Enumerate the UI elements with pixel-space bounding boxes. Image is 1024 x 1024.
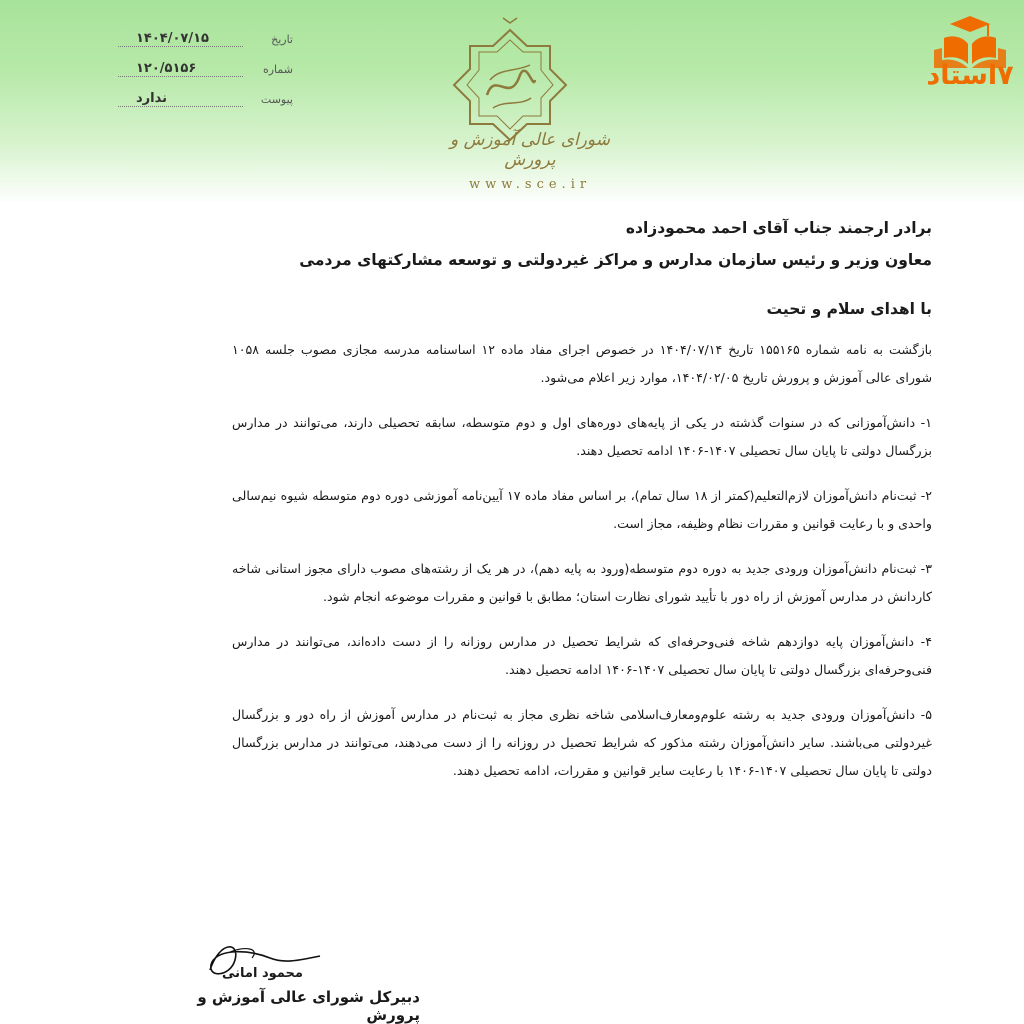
ostad-logo-icon <box>924 10 1016 106</box>
recipient-line-2: معاون وزیر و رئیس سازمان مدارس و مراکز غیردولتی و توسعه مشارکتهای مردمی <box>299 251 932 269</box>
letter-body <box>232 212 932 802</box>
attachment-value: ندارد <box>118 91 243 107</box>
signatory-title: دبیرکل شورای عالی آموزش و پرورش <box>197 988 420 1024</box>
date-label: تاریخ <box>271 32 293 46</box>
number-value: ۱۲۰/۵۱۵۶ <box>118 61 243 77</box>
number-row <box>118 54 293 84</box>
paragraph-item-1: ۱- دانش‌آموزانی که در سنوات گذشته در یکی از پایه‌های دوره‌های اول و دوم متوسطه، سابقه تحصیلی دارند، می‌توانند در مدارس بزرگسال دولتی تا پایان سال تحصیلی ۱۴۰۷-۱۴۰۶ ادامه تحصیل دهند. <box>232 415 932 458</box>
greeting: با اهدای سلام و تحیت <box>766 300 932 318</box>
paragraph-item-4: ۴- دانش‌آموزان پایه دوازدهم شاخه فنی‌وحرفه‌ای که شرایط تحصیل در مدارس روزانه را از دست داده‌اند، می‌توانند در مدارس فنی‌وحرفه‌ای بزرگسال دولتی تا پایان سال تحصیلی ۱۴۰۷-۱۴۰۶ ادامه تحصیل دهند. <box>232 634 932 677</box>
paragraph-item-3: ۳- ثبت‌نام دانش‌آموزان ورودی جدید به دوره دوم متوسطه(ورود به پایه دهم)، در هر یک از رشته‌های مصوب دارای مجوز استانی شاخه کاردانش در مدارس آموزش از راه دور با تأیید شورای نظارت استان؛ مطابق با قوانین و مقررات موضوعه انجام شود. <box>232 561 932 604</box>
paragraph-item-5: ۵- دانش‌آموزان ورودی جدید به رشته علوم‌ومعارف‌اسلامی شاخه نظری مجاز به ثبت‌نام در مدارس آموزش از راه دور و بزرگسال غیردولتی می‌باشند. سایر دانش‌آموزان رشته مذکور که شرایط تحصیل در روزانه را از دست می‌دهند، می‌توانند در مدارس بزرگسال دولتی تا پایان سال تحصیلی ۱۴۰۷-۱۴۰۶ با رعایت سایر قوانین و مقررات، ادامه تحصیل دهند. <box>232 707 932 778</box>
paragraph-item-2: ۲- ثبت‌نام دانش‌آموزان لازم‌التعلیم(کمتر از ۱۸ سال تمام)، بر اساس مفاد ماده ۱۷ آیین‌نامه آموزشی دوره دوم متوسطه شیوه نیم‌سالی واحدی و با رعایت قوانین و مقررات نظام وظیفه، مجاز است. <box>232 488 933 531</box>
date-value: ۱۴۰۴/۰۷/۱۵ <box>118 31 243 47</box>
attachment-row <box>118 84 293 114</box>
organization-website: www.sce.ir <box>468 177 592 192</box>
paragraph-intro: بازگشت به نامه شماره ۱۵۵۱۶۵ تاریخ ۱۴۰۴/۰۷/۱۴ در خصوص اجرای مفاد ماده ۱۲ اساسنامه مدرسه مجازی مصوب جلسه ۱۰۵۸ شورای عالی آموزش و پرورش تاریخ ۱۴۰۴/۰۲/۰۵، موارد زیر اعلام می‌شود. <box>232 342 932 385</box>
organization-name: شورای عالی آموزش و پرورش <box>450 130 610 170</box>
ostad-logo-text: ۷استاد <box>926 60 1014 91</box>
signature-scribble-icon <box>190 930 340 990</box>
number-label: شماره <box>262 62 293 76</box>
attachment-label: پیوست <box>260 92 293 106</box>
signatory-name: محمود امانی <box>222 966 303 981</box>
council-emblem-icon <box>435 10 585 200</box>
letter-meta <box>118 24 293 114</box>
date-row <box>118 24 293 54</box>
recipient-line-1: برادر ارجمند جناب آقای احمد محمودزاده <box>625 219 932 237</box>
